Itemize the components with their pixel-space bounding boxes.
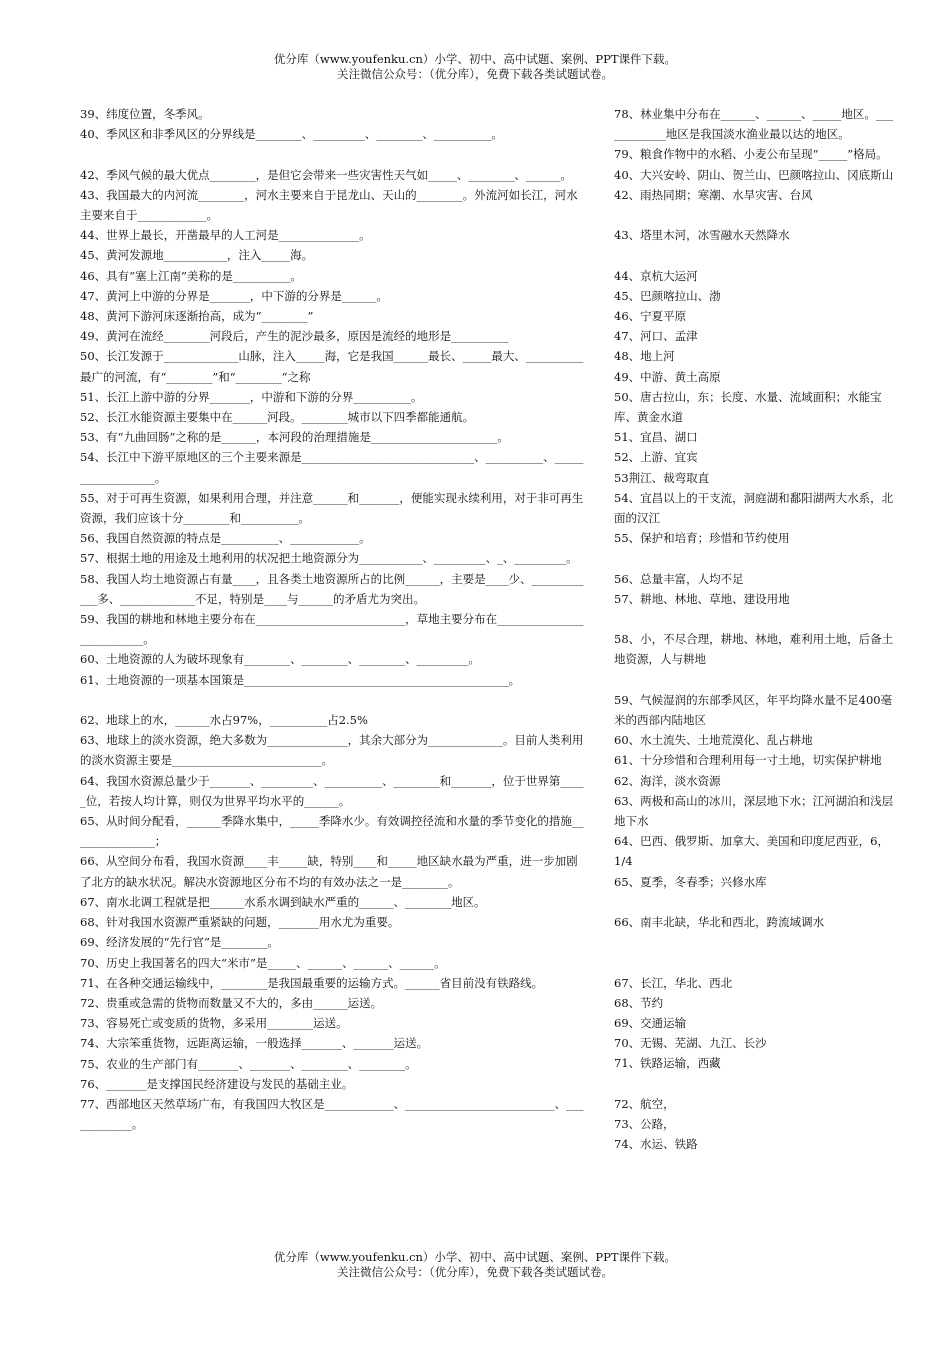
answer-item	[614, 670, 894, 690]
answer-item: 69、交通运输	[614, 1016, 687, 1031]
answer-item: 42、雨热同期；寒潮、水旱灾害、台风	[614, 187, 813, 202]
page-footer	[0, 1250, 950, 1280]
answer-item: 61、十分珍惜和合理利用每一寸土地，切实保护耕地	[614, 753, 882, 768]
question-item: 44、世界上最长，开凿最早的人工河是______________。	[80, 228, 371, 243]
answer-item: 50、唐古拉山，东；长度、水量、流域面积；水能宝库、黄金水道	[614, 389, 882, 425]
question-item	[80, 690, 586, 710]
answer-item: 70、无锡、芜湖、九江、长沙	[614, 1036, 767, 1051]
answer-item: 58、小，不尽合理，耕地、林地，难利用土地，后备土地资源，人与耕地	[614, 632, 894, 667]
question-item: 63、地球上的淡水资源，绝大多数为______________，其余大部分为_____________。目前人类利用的淡水资源主要是__________________________。	[80, 733, 584, 768]
answer-item: 63、两极和高山的冰川，深层地下水；江河湖泊和浅层地下水	[614, 793, 894, 829]
question-item: 42、季风气候的最大优点________，是但它会带来一些灾害性天气如_____、________、______。	[80, 167, 572, 182]
answers-column	[614, 104, 894, 1154]
answer-item: 64、巴西、俄罗斯、加拿大、美国和印度尼西亚，6，1/4	[614, 834, 889, 869]
question-item: 77、西部地区天然草场广布，有我国四大牧区是____________、__________________________、____________。	[80, 1096, 584, 1132]
answer-item: 51、宜昌、湖口	[614, 430, 698, 445]
answer-item	[614, 1074, 894, 1094]
answer-item: 45、巴颜喀拉山、渤	[614, 288, 721, 303]
answer-item	[614, 245, 894, 265]
answer-item: 49、中游、黄土高原	[614, 369, 721, 384]
answer-item: 79、粮食作物中的水稻、小麦公布呈现“_____”格局。	[614, 147, 888, 162]
question-item: 52、长江水能资源主要集中在______河段。________城市以下四季都能通航。	[80, 410, 475, 425]
question-item: 60、土地资源的人为破坏现象有________、________、________、_________。	[80, 652, 480, 667]
answer-item: 67、长江，华北、西北	[614, 975, 733, 990]
answer-item: 73、公路，	[614, 1117, 675, 1132]
answer-item	[614, 609, 894, 629]
question-item: 54、长江中下游平原地区的三个主要来源是______________________________、__________、__________________。	[80, 450, 584, 485]
answer-item: 43、塔里木河，冰雪融水天然降水	[614, 228, 790, 243]
question-item: 69、经济发展的“先行官”是________。	[80, 935, 279, 950]
answer-item: 65、夏季，冬春季；兴修水库	[614, 874, 767, 889]
question-item: 74、大宗笨重货物，远距离运输，一般选择_______、_______运送。	[80, 1036, 429, 1051]
question-item: 50、长江发源于_____________山脉，注入_____海，它是我国______最长、_____最大、__________最广的河流，有“________”和“________”之称	[80, 349, 584, 384]
question-item: 56、我国自然资源的特点是__________、____________。	[80, 531, 371, 546]
answer-item	[614, 205, 894, 225]
answer-item: 74、水运、铁路	[614, 1137, 698, 1152]
question-item: 55、对于可再生资源，如果利用合理，并注意______和_______，便能实现永续利用，对于非可再生资源，我们应该十分________和__________。	[80, 490, 584, 526]
question-item: 64、我国水资源总量少于_______、_________、__________、________和_______，位于世界第_____位，若按人均计算，则仅为世界平均水平的______。	[80, 773, 584, 808]
answer-item: 48、地上河	[614, 349, 675, 364]
question-item: 47、黄河上中游的分界是_______，中下游的分界是______。	[80, 288, 388, 303]
question-item: 51、长江上游中游的分界_______，中游和下游的分界__________。	[80, 389, 423, 404]
question-item: 46、具有“塞上江南”美称的是__________。	[80, 268, 302, 283]
answer-item: 55、保护和培育；珍惜和节约使用	[614, 531, 790, 546]
question-item: 48、黄河下游河床逐渐抬高，成为“________”	[80, 309, 314, 324]
question-item: 58、我国人均土地资源占有量____，且各类土地资源所占的比例______，主要是____少、____________多、_____________不足，特别是____与______的矛盾尤为突出。	[80, 571, 584, 606]
answer-item	[614, 548, 894, 568]
answer-item: 78、林业集中分布在______、______、_____地区。____________地区是我国淡水渔业最以达的地区。	[614, 107, 894, 142]
question-item	[80, 144, 586, 164]
question-item: 75、农业的生产部门有_______、_______、________、________。	[80, 1056, 417, 1071]
question-item: 43、我国最大的内河流________，河水主要来自于昆龙山、天山的________。外流河如长江，河水主要来自于____________。	[80, 187, 578, 222]
question-item: 72、贵重或急需的货物而数量又不大的，多由______运送。	[80, 995, 383, 1010]
question-item: 73、容易死亡或变质的货物，多采用________运送。	[80, 1016, 348, 1031]
answer-item: 47、河口、孟津	[614, 329, 698, 344]
header-line-2: 关注微信公众号：（优分库），免费下载各类试题试卷。	[337, 67, 613, 81]
questions-column	[80, 104, 586, 1134]
question-item: 40、季风区和非季风区的分界线是________、_________、________、__________。	[80, 127, 503, 142]
question-item: 39、纬度位置，冬季风。	[80, 107, 210, 121]
question-item: 70、历史上我国著名的四大“米市”是_____、______、______、______。	[80, 955, 446, 970]
header-line-1: 优分库（www.youfenku.cn）小学、初中、高中试题、案例、PPT课件下载。	[273, 52, 677, 66]
question-item: 57、根据土地的用途及土地利用的状况把土地资源分为___________、_________、_、_________。	[80, 551, 578, 566]
answer-item: 56、总量丰富，人均不足	[614, 571, 744, 586]
answer-item: 60、水土流失、土地荒漠化、乱占耕地	[614, 733, 813, 748]
question-item: 65、从时间分配看，______季降水集中，_____季降水少。有效调控径流和水量的季节变化的措施_______________；	[80, 814, 584, 849]
answer-item: 44、京杭大运河	[614, 268, 698, 283]
answer-item: 71、铁路运输，西藏	[614, 1056, 721, 1071]
question-item: 53、有“九曲回肠”之称的是______，本河段的治理措施是______________________。	[80, 430, 509, 445]
answer-item: 46、宁夏平原	[614, 309, 687, 323]
answer-item: 40、大兴安岭、阴山、贺兰山、巴颜喀拉山、冈底斯山	[614, 167, 894, 182]
answer-item: 53荆江、裁弯取直	[614, 470, 710, 485]
question-item: 68、针对我国水资源严重紧缺的问题，_______用水尤为重要。	[80, 915, 400, 930]
question-item: 67、南水北调工程就是把______水系水调到缺水严重的______、________地区。	[80, 894, 486, 909]
question-item: 71、在各种交通运输线中，________是我国最重要的运输方式。______省目前没有铁路线。	[80, 975, 544, 990]
page-header	[0, 52, 950, 82]
footer-line-1: 优分库（www.youfenku.cn）小学、初中、高中试题、案例、PPT课件下载。	[273, 1250, 677, 1264]
answer-item: 52、上游、宜宾	[614, 450, 698, 465]
question-item: 62、地球上的水，______水占97%，__________占2.5%	[80, 713, 368, 728]
answer-item: 57、耕地、林地、草地、建设用地	[614, 591, 790, 606]
question-item: 45、黄河发源地___________，注入_____海。	[80, 248, 314, 263]
question-item: 59、我国的耕地和林地主要分布在__________________________，草地主要分布在__________________________。	[80, 612, 584, 647]
question-item: 49、黄河在流经________河段后，产生的泥沙最多，原因是流经的地形是__________	[80, 329, 509, 344]
answer-item: 66、南丰北缺，华北和西北，跨流域调水	[614, 915, 825, 930]
question-item: 66、从空间分布看，我国水资源____丰_____缺，特别____和_____地区缺水最为严重，进一步加剧了北方的缺水状况。解决水资源地区分布不均的有效办法之一是________。	[80, 854, 578, 889]
answer-item	[614, 932, 894, 952]
question-item: 76、_______是支撑国民经济建设与发民的基础主业。	[80, 1076, 354, 1091]
footer-line-2: 关注微信公众号：（优分库），免费下载各类试题试卷。	[337, 1265, 613, 1279]
answer-item	[614, 892, 894, 912]
answer-item	[614, 952, 894, 972]
answer-item: 54、宜昌以上的干支流，洞庭湖和鄱阳湖两大水系，北面的汉江	[614, 490, 894, 526]
answer-item: 68、节约	[614, 995, 664, 1010]
answer-item: 59、气候湿润的东部季风区，年平均降水量不足400毫米的西部内陆地区	[614, 692, 893, 728]
answer-item: 62、海洋，淡水资源	[614, 773, 721, 788]
answer-item: 72、航空，	[614, 1096, 675, 1111]
question-item: 61、土地资源的一项基本国策是______________________________________________。	[80, 672, 521, 687]
